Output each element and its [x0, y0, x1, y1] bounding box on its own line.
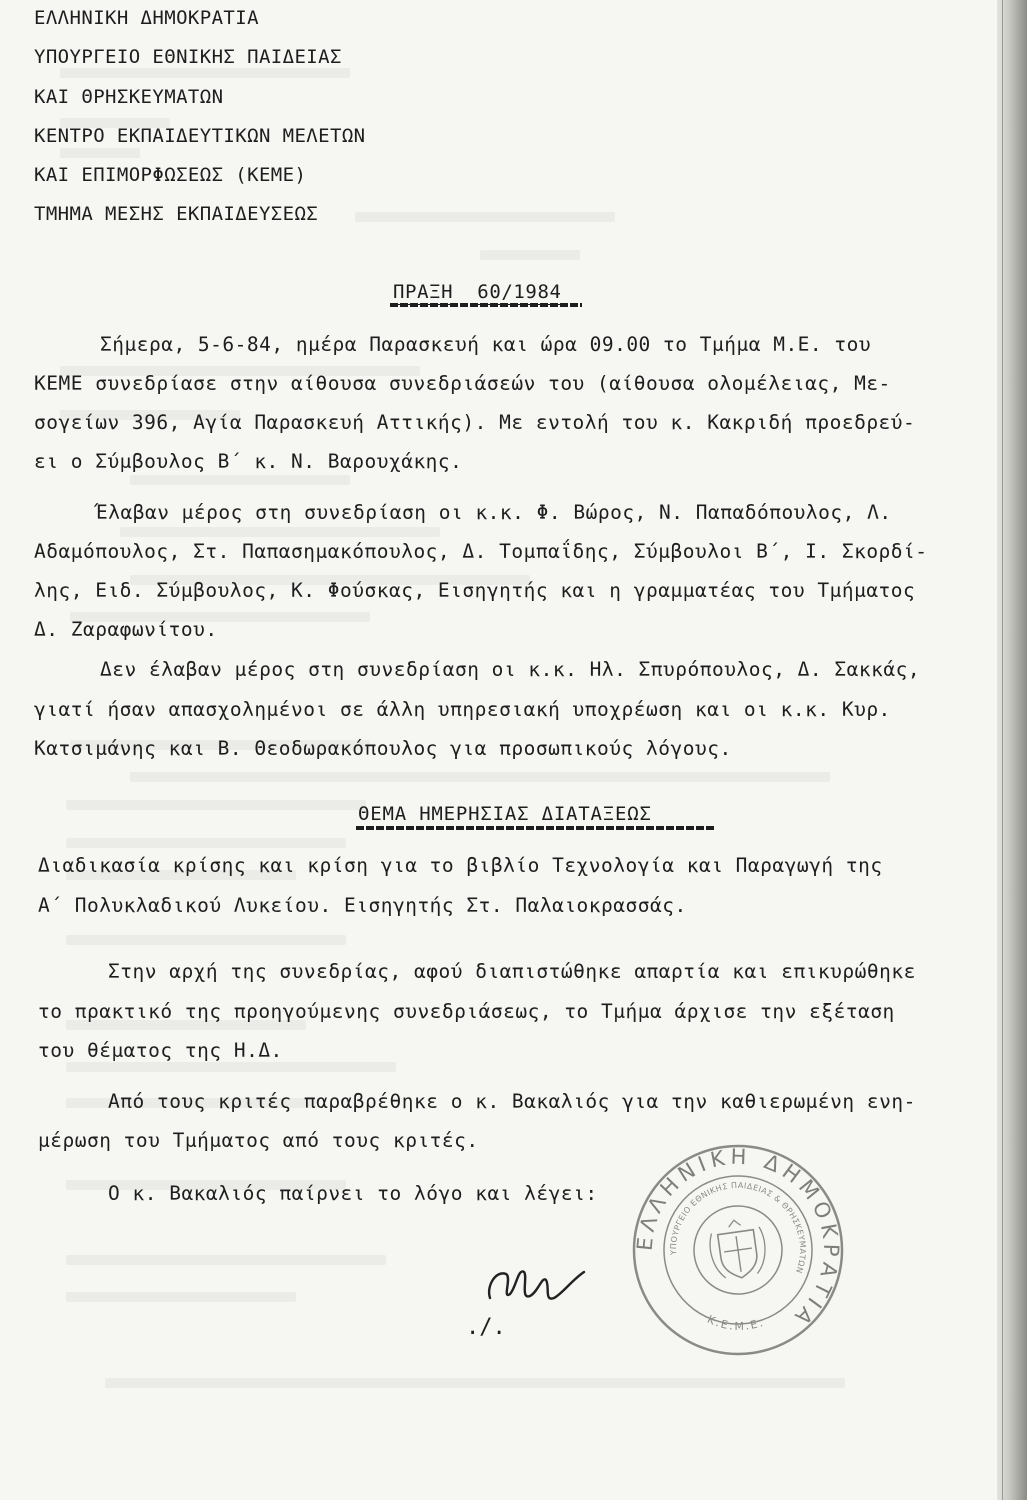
- agenda-heading-underline: [356, 826, 716, 830]
- stamp-inner-text: ΥΠΟΥΡΓΕΙΟ ΕΘΝΙΚΗΣ ΠΑΙΔΕΙΑΣ & ΘΡΗΣΚΕΥΜΑΤΩΝ: [668, 1180, 808, 1275]
- intro-line: Σήμερα, 5-6-84, ημέρα Παρασκευή και ώρα 09.00 το Τμήμα Μ.Ε. του: [100, 333, 872, 356]
- agenda-line: Α΄ Πολυκλαδικού Λυκείου. Εισηγητής Στ. Παλαιοκρασσάς.: [38, 894, 687, 917]
- stamp-bottom-text: Κ.Ε.Μ.Ε.: [705, 1312, 767, 1333]
- intro-line: ΚΕΜΕ συνεδρίασε στην αίθουσα συνεδριάσεών του (αίθουσα ολομέλειας, Με-: [34, 372, 891, 395]
- header-line-republic: ΕΛΛΗΝΙΚΗ ΔΗΜΟΚΡΑΤΙΑ: [34, 7, 259, 29]
- opening-line: του θέματος της Η.Δ.: [38, 1039, 283, 1062]
- opening-line: Στην αρχή της συνεδρίας, αφού διαπιστώθηκε απαρτία και επικυρώθηκε: [108, 960, 916, 983]
- present-line: λης, Ειδ. Σύμβουλος, Κ. Φούσκας, Εισηγητής και η γραμματέας του Τμήματος: [34, 579, 916, 602]
- official-stamp: [628, 1140, 848, 1360]
- absent-line: Δεν έλαβαν μέρος στη συνεδρίαση οι κ.κ. Ηλ. Σπυρόπουλος, Δ. Σακκάς,: [100, 658, 921, 681]
- absent-line: Κατσιμάνης και Β. Θεοδωρακόπουλος για προσωπικούς λόγους.: [34, 737, 732, 760]
- coat-of-arms-icon: [707, 1216, 769, 1281]
- judges-line: Από τους κριτές παραβρέθηκε ο κ. Βακαλιός για την καθιερωμένη ενη-: [108, 1090, 916, 1113]
- agenda-heading: ΘΕΜΑ ΗΜΕΡΗΣΙΑΣ ΔΙΑΤΑΞΕΩΣ: [358, 803, 652, 825]
- opening-line: το πρακτικό της προηγούμενης συνεδριάσεως, το Τμήμα άρχισε την εξέταση: [38, 1000, 895, 1023]
- intro-line: ει ο Σύμβουλος Β΄ κ. Ν. Βαρουχάκης.: [34, 450, 463, 473]
- header-line-center: ΚΕΝΤΡΟ ΕΚΠΑΙΔΕΥΤΙΚΩΝ ΜΕΛΕΤΩΝ: [34, 125, 366, 147]
- header-line-center-cont: ΚΑΙ ΕΠΙΜΟΡΦΩΣΕΩΣ (ΚΕΜΕ): [34, 164, 307, 186]
- present-line: Έλαβαν μέρος στη συνεδρίαση οι κ.κ. Φ. Βώρος, Ν. Παπαδόπουλος, Λ.: [96, 501, 892, 524]
- present-line: Αδαμόπουλος, Στ. Παπασημακόπουλος, Δ. Τομπαΐδης, Σύμβουλοι Β΄, Ι. Σκορδί-: [34, 540, 928, 563]
- continuation-mark: ./.: [466, 1315, 506, 1340]
- agenda-line: Διαδικασία κρίσης και κρίση για το βιβλίο Τεχνολογία και Παραγωγή της: [38, 854, 883, 877]
- absent-line: γιατί ήσαν απασχολημένοι σε άλλη υπηρεσιακή υποχρέωση και οι κ.κ. Κυρ.: [34, 698, 891, 721]
- present-line: Δ. Ζαραφωνίτου.: [34, 618, 218, 641]
- intro-line: σογείων 396, Αγία Παρασκευή Αττικής). Με εντολή του κ. Κακριδή προεδρεύ-: [34, 411, 916, 434]
- title-number: 60/1984: [477, 281, 562, 303]
- header-line-department: ΤΜΗΜΑ ΜΕΣΗΣ ΕΚΠΑΙΔΕΥΣΕΩΣ: [34, 203, 319, 225]
- header-line-ministry-cont: ΚΑΙ ΘΡΗΣΚΕΥΜΑΤΩΝ: [34, 86, 224, 108]
- stamp-outer-text: ΕΛΛΗΝΙΚΗ ΔΗΜΟΚΡΑΤΙΑ: [632, 1144, 844, 1333]
- document-title: [393, 281, 562, 303]
- judges-line: μέρωση του Τμήματος από τους κριτές.: [38, 1129, 479, 1152]
- handwritten-signature: [482, 1250, 592, 1320]
- speaker-line: Ο κ. Βακαλιός παίρνει το λόγο και λέγει:: [108, 1182, 598, 1205]
- scan-page-edge-line: [1002, 0, 1003, 1500]
- header-line-ministry: ΥΠΟΥΡΓΕΙΟ ΕΘΝΙΚΗΣ ΠΑΙΔΕΙΑΣ: [34, 46, 342, 68]
- title-prefix: ΠΡΑΞΗ: [393, 281, 454, 303]
- title-underline: [390, 303, 582, 307]
